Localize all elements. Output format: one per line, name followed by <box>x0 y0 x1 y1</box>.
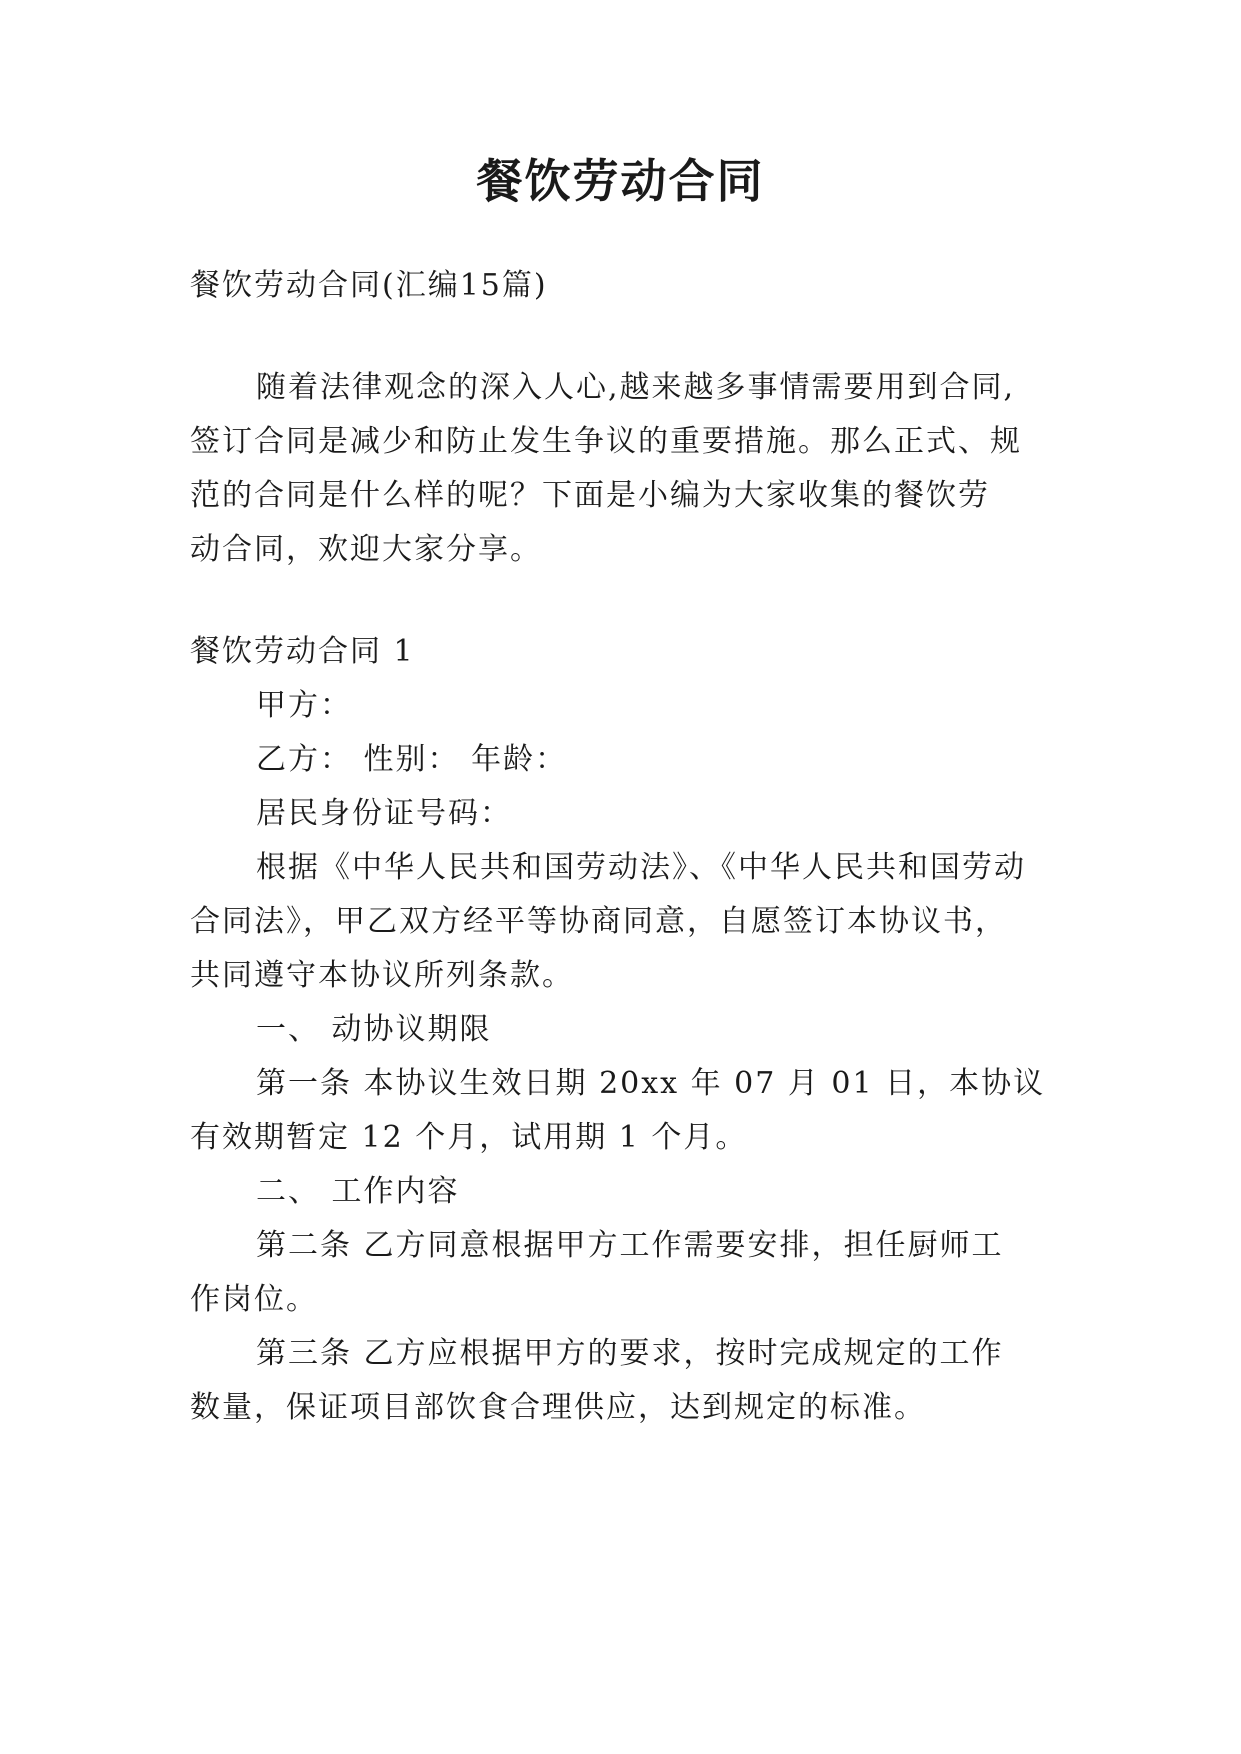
body-line: 第一条 本协议生效日期 20xx 年 07 月 01 日，本协议 <box>256 1066 1046 1101</box>
body-line: 第二条 乙方同意根据甲方工作需要安排，担任厨师工 <box>256 1228 1004 1263</box>
body-line: 共同遵守本协议所列条款。 <box>190 958 574 993</box>
intro-line: 随着法律观念的深入人心,越来越多事情需要用到合同, <box>256 370 1016 405</box>
party-b-line: 乙方： 性别： 年龄： <box>256 742 568 777</box>
body-line: 有效期暂定 12 个月，试用期 1 个月。 <box>190 1120 748 1155</box>
document-title: 餐饮劳动合同 <box>476 154 765 208</box>
id-number-line: 居民身份证号码： <box>256 796 512 831</box>
clause-heading: 一、 动协议期限 <box>256 1012 492 1047</box>
body-line: 根据《中华人民共和国劳动法》、《中华人民共和国劳动 <box>256 850 1026 885</box>
body-line: 数量，保证项目部饮食合理供应，达到规定的标准。 <box>190 1390 926 1425</box>
body-line: 合同法》，甲乙双方经平等协商同意，自愿签订本协议书， <box>190 904 1007 939</box>
intro-line: 签订合同是减少和防止发生争议的重要措施。那么正式、规 <box>190 424 1022 459</box>
intro-line: 范的合同是什么样的呢？下面是小编为大家收集的餐饮劳 <box>190 478 990 513</box>
party-a-line: 甲方： <box>256 688 352 723</box>
subtitle: 餐饮劳动合同(汇编15篇) <box>190 268 548 303</box>
body-line: 第三条 乙方应根据甲方的要求，按时完成规定的工作 <box>256 1336 1004 1371</box>
body-line: 作岗位。 <box>190 1282 318 1317</box>
section-heading: 餐饮劳动合同 1 <box>190 634 415 669</box>
intro-line: 动合同，欢迎大家分享。 <box>190 532 542 567</box>
clause-heading: 二、 工作内容 <box>256 1174 460 1209</box>
